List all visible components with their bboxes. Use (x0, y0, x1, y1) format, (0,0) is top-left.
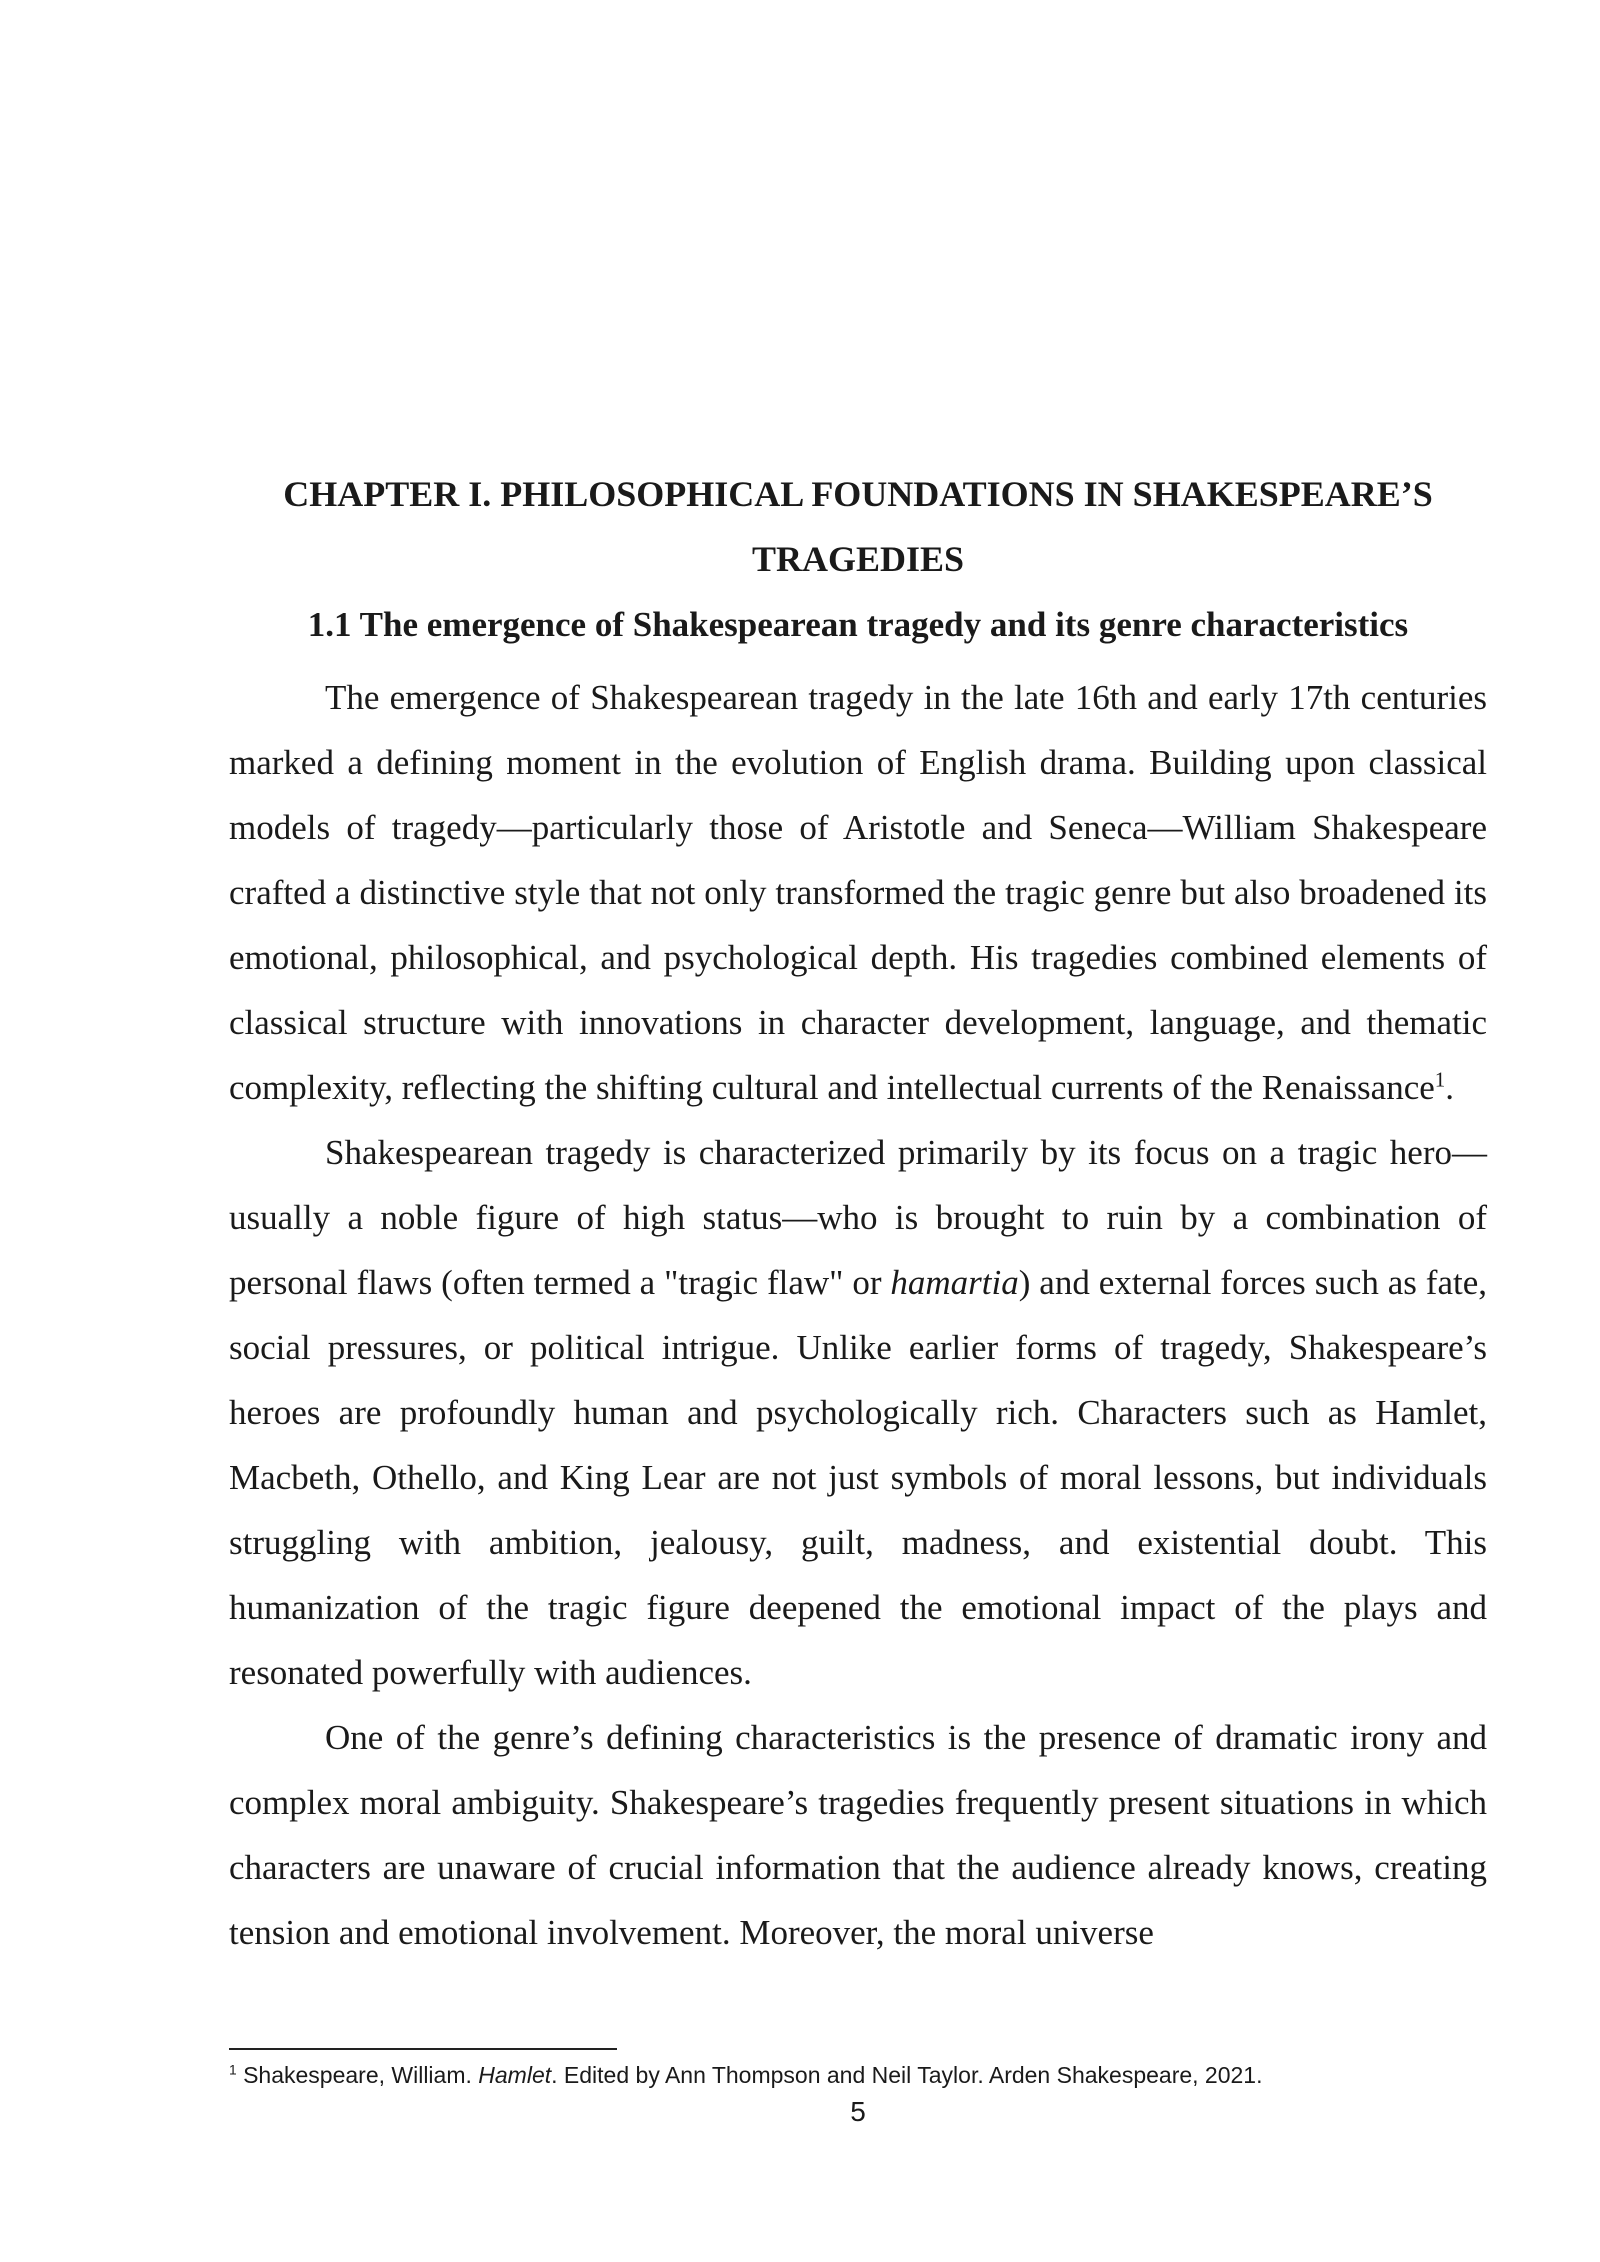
footnote-text-a: Shakespeare, William. (236, 2062, 479, 2088)
footnote-text-b: . Edited by Ann Thompson and Neil Taylor. Arden Shakespeare, 2021. (551, 2062, 1263, 2088)
footnote-italic-title: Hamlet (478, 2062, 552, 2088)
paragraph-2-italic-term: hamartia (890, 1263, 1019, 1302)
paragraph-1 (229, 665, 1487, 1120)
paragraph-1-text: The emergence of Shakespearean tragedy in the late 16th and early 17th centuries marked a defining moment in the evolution of English drama. Building upon classical models of tragedy—particularly those of Aristotle and Seneca—William Shakespeare crafted a distinctive style that not only transformed the tragic genre but also broadened its emotional, philosophical, and psychological depth. His tragedies combined elements of classical structure with innovations in character development, language, and thematic complexity, reflecting the shifting cultural and intellectual currents of the Renaissance (229, 678, 1487, 1107)
paragraph-2 (229, 1120, 1487, 1705)
paragraph-3-text: One of the genre’s defining characteristics is the presence of dramatic irony and complex moral ambiguity. Shakespeare’s tragedies frequently present situations in which characters are unaware of crucial information that the audience already knows, creating tension and emotional involvement. Moreover, the moral universe (229, 1718, 1487, 1952)
paragraph-2-text-b: ) and external forces such as fate, social pressures, or political intrigue. Unlike earlier forms of tragedy, Shakespeare’s heroes are profoundly human and psychologically rich. Characters such as Hamlet, Macbeth, Othello, and King Lear are not just symbols of moral lessons, but individuals struggling with ambition, jealousy, guilt, madness, and existential doubt. This humanization of the tragic figure deepened the emotional impact of the plays and resonated powerfully with audiences. (229, 1263, 1487, 1692)
footnote-number: 1 (229, 2062, 237, 2078)
body-text (229, 665, 1487, 1965)
page-number: 5 (850, 2096, 866, 2127)
chapter-title-line-2: TRAGEDIES (751, 539, 965, 579)
footnote-reference[interactable]: 1 (1434, 1067, 1446, 1092)
paragraph-1-end: . (1445, 1068, 1455, 1107)
section-heading: 1.1 The emergence of Shakespearean tragedy and its genre characteristics (307, 605, 1409, 644)
paragraph-3 (229, 1705, 1487, 1965)
chapter-title-line-1: CHAPTER I. PHILOSOPHICAL FOUNDATIONS IN SHAKESPEARE’S (283, 474, 1433, 514)
paragraph-2-text-a: Shakespearean tragedy is characterized primarily by its focus on a tragic hero—usually a noble figure of high status—who is brought to ruin by a combination of personal flaws (often termed a "tragic flaw" or (229, 1133, 1487, 1302)
footnote-separator (229, 2048, 617, 2050)
footnote (229, 2062, 1263, 2089)
